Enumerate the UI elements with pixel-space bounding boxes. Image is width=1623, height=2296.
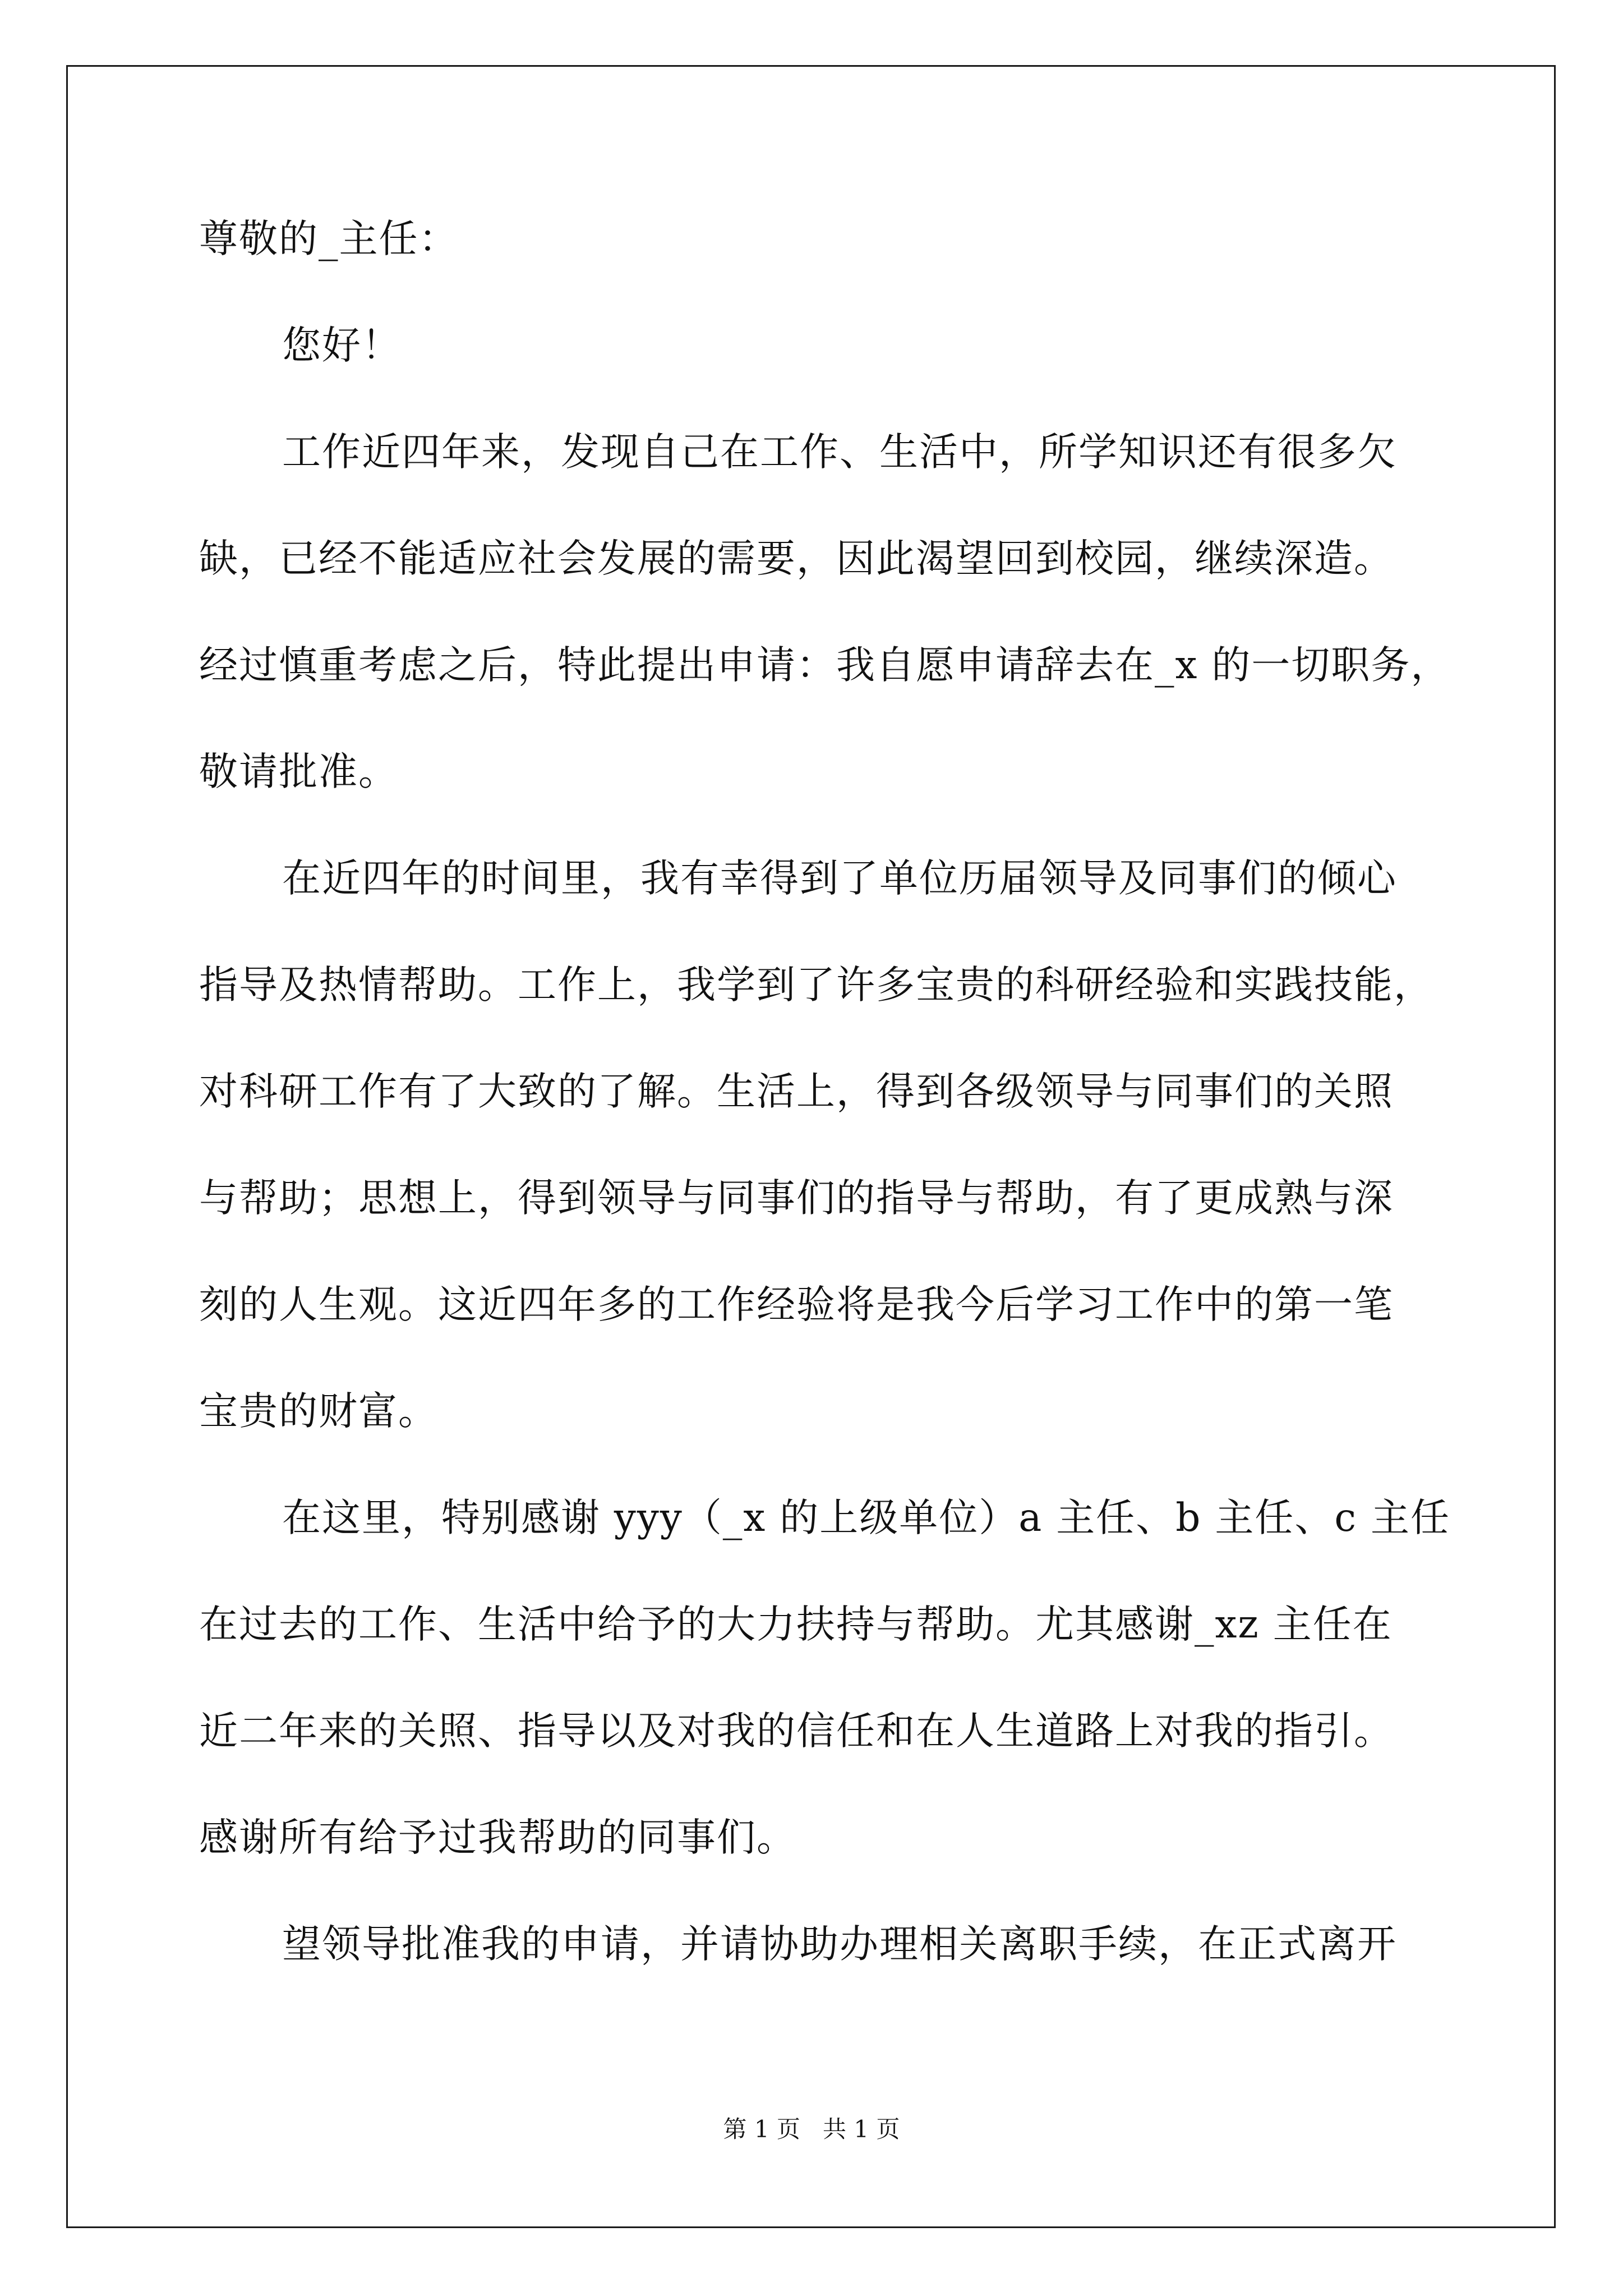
paragraph-line: 缺，已经不能适应社会发展的需要，因此渴望回到校园，继续深造。 xyxy=(199,536,1394,581)
paragraph xyxy=(199,856,1438,1499)
paragraph-line: 经过慎重考虑之后，特此提出申请：我自愿申请辞去在_x 的一切职务， xyxy=(199,643,1451,688)
paragraph xyxy=(199,430,1451,859)
greeting: 您好！ xyxy=(282,323,402,368)
paragraph-line: 工作近四年来，发现自己在工作、生活中，所学知识还有很多欠 xyxy=(282,430,1397,475)
paragraph-line: 在这里，特别感谢 yyy（_x 的上级单位）a 主任、b 主任、c 主任 xyxy=(282,1496,1450,1540)
paragraph-line: 感谢所有给予过我帮助的同事们。 xyxy=(199,1815,796,1860)
paragraph-line: 近二年来的关照、指导以及对我的信任和在人生道路上对我的指引。 xyxy=(199,1709,1394,1754)
paragraph-line: 宝贵的财富。 xyxy=(199,1389,438,1434)
paragraph-line: 敬请批准。 xyxy=(199,749,398,794)
paragraph xyxy=(199,1496,1450,1925)
paragraph-line: 在近四年的时间里，我有幸得到了单位历届领导及同事们的倾心 xyxy=(282,856,1397,901)
page-footer: 第 1 页 共 1 页 xyxy=(723,2115,900,2143)
salutation: 尊敬的_主任： xyxy=(199,217,459,261)
paragraph-line: 在过去的工作、生活中给予的大力扶持与帮助。尤其感谢_xz 主任在 xyxy=(199,1602,1393,1647)
letter-body xyxy=(199,217,1451,2032)
paragraph-line: 对科研工作有了大致的了解。生活上，得到各级领导与同事们的关照 xyxy=(199,1069,1394,1114)
paragraph-line: 指导及热情帮助。工作上，我学到了许多宝贵的科研经验和实践技能， xyxy=(199,963,1433,1007)
paragraph-line: 刻的人生观。这近四年多的工作经验将是我今后学习工作中的第一笔 xyxy=(199,1282,1394,1327)
paragraph xyxy=(199,1922,1438,2032)
paragraph-line: 望领导批准我的申请，并请协助办理相关离职手续，在正式离开 xyxy=(282,1922,1397,1967)
paragraph-line: 与帮助；思想上，得到领导与同事们的指导与帮助，有了更成熟与深 xyxy=(199,1176,1394,1221)
